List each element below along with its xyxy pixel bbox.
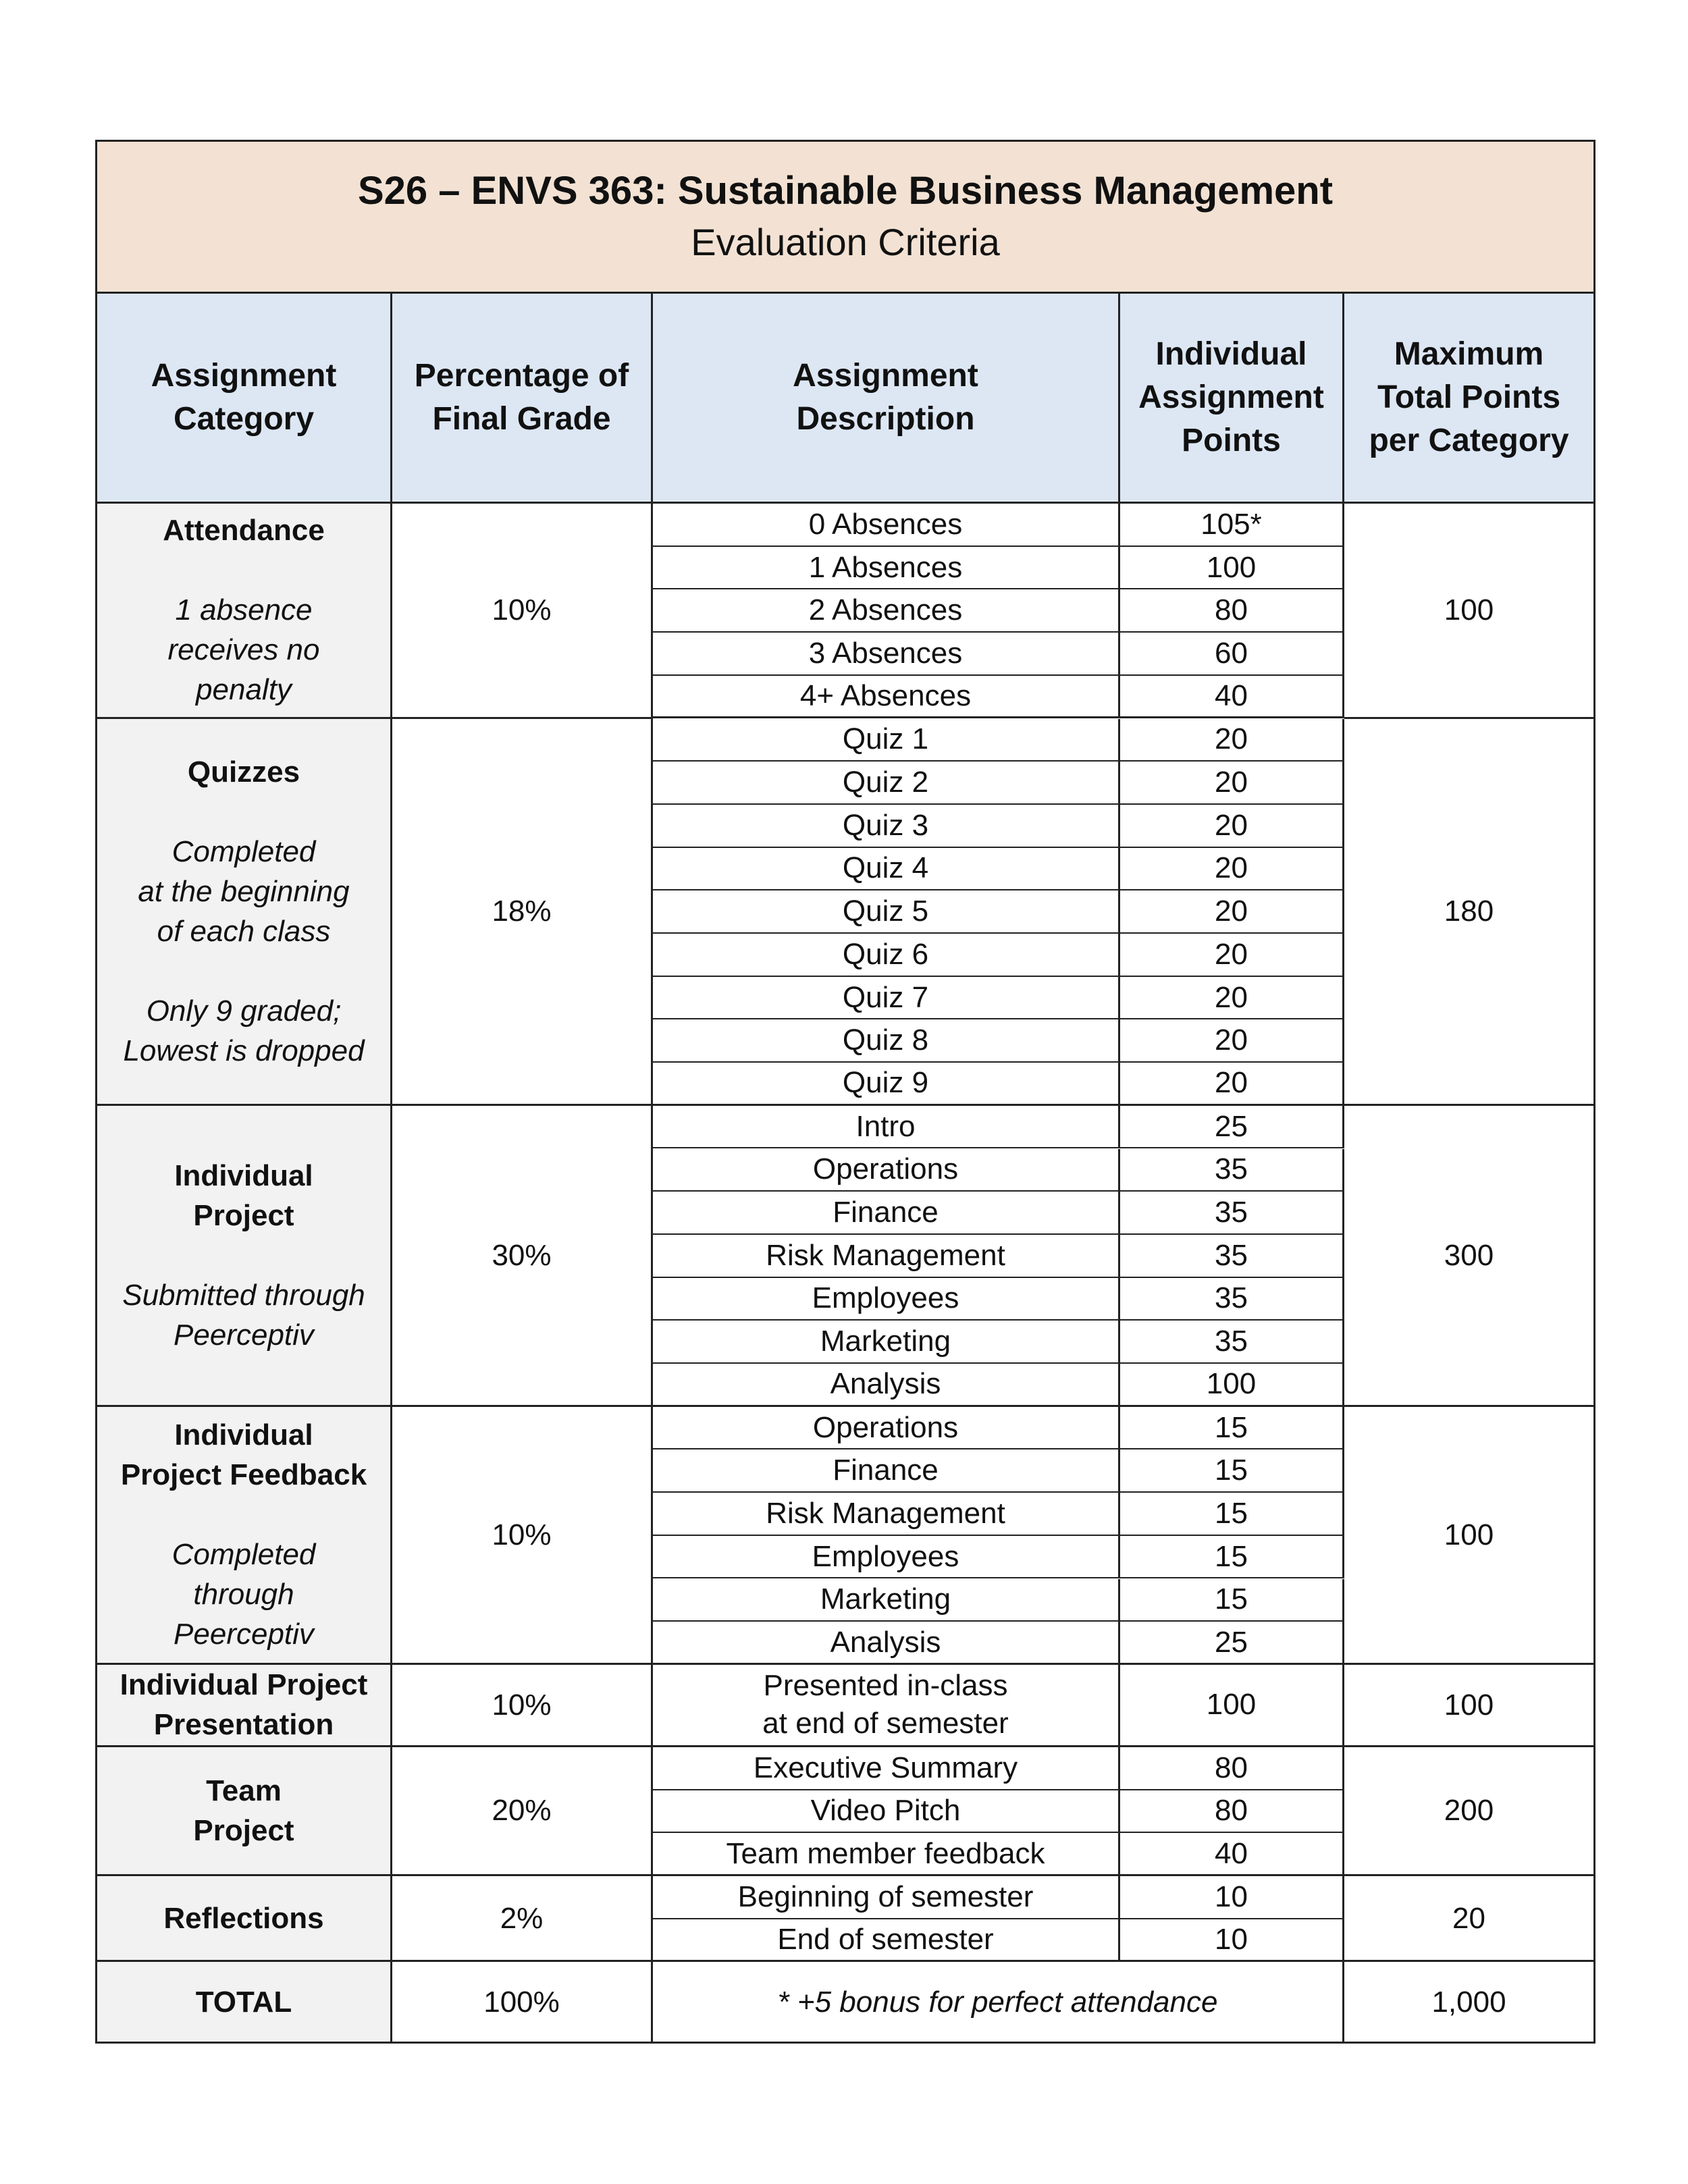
assignment-points: 20 <box>1120 977 1344 1020</box>
category-cell <box>97 1747 392 1876</box>
table-title-banner <box>97 142 1593 294</box>
assignment-points: 25 <box>1120 1622 1344 1665</box>
percentage-cell: 30% <box>392 1106 653 1407</box>
table-grid <box>97 294 1593 2042</box>
category-title: Individual Project <box>120 1668 368 1702</box>
percentage-cell: 18% <box>392 719 653 1106</box>
assignment-points: 105* <box>1120 504 1344 547</box>
percentage-cell: 2% <box>392 1876 653 1962</box>
assignment-points: 15 <box>1120 1407 1344 1450</box>
assignment-description: Executive Summary <box>653 1747 1120 1790</box>
category-note: of each class <box>157 914 331 948</box>
category-title: Project <box>193 1813 294 1847</box>
header-maximum-total-points-line: Total Points <box>1377 379 1561 415</box>
category-note: Completed <box>172 834 316 868</box>
assignment-description: Beginning of semester <box>653 1876 1120 1919</box>
header-individual-assignment-points <box>1120 294 1344 504</box>
assignment-points: 15 <box>1120 1493 1344 1536</box>
header-percentage-of-final-grade <box>392 294 653 504</box>
category-title: Individual <box>174 1158 313 1192</box>
assignment-description: Presented in-class at end of semester <box>653 1665 1120 1747</box>
assignment-points: 20 <box>1120 934 1344 977</box>
percentage-cell: 10% <box>392 1407 653 1665</box>
category-note: Completed <box>172 1538 316 1572</box>
assignment-points: 40 <box>1120 1833 1344 1876</box>
header-individual-assignment-points-line: Assignment <box>1138 379 1324 415</box>
assignment-description: Analysis <box>653 1364 1120 1407</box>
category-note: 1 absence <box>175 593 313 627</box>
assignment-points: 80 <box>1120 1790 1344 1834</box>
category-title: Quizzes <box>187 755 300 789</box>
percentage-cell: 10% <box>392 504 653 719</box>
assignment-points: 80 <box>1120 589 1344 633</box>
assignment-description: Quiz 2 <box>653 762 1120 805</box>
assignment-points: 35 <box>1120 1235 1344 1278</box>
percentage-cell: 20% <box>392 1747 653 1876</box>
assignment-points: 20 <box>1120 1019 1344 1063</box>
assignment-description: Employees <box>653 1278 1120 1321</box>
assignment-description: Quiz 1 <box>653 719 1120 762</box>
header-assignment-category-line: Category <box>173 401 315 437</box>
assignment-points: 15 <box>1120 1536 1344 1579</box>
assignment-points: 10 <box>1120 1876 1344 1919</box>
assignment-points: 25 <box>1120 1106 1344 1149</box>
total-max-points: 1,000 <box>1431 1985 1506 2019</box>
table-subtitle: Evaluation Criteria <box>691 221 1000 263</box>
category-title: Project <box>193 1198 294 1232</box>
assignment-description: Quiz 7 <box>653 977 1120 1020</box>
category-title: Team <box>206 1774 282 1807</box>
percentage-cell: 10% <box>392 1665 653 1747</box>
assignment-description: Operations <box>653 1407 1120 1450</box>
assignment-points: 60 <box>1120 633 1344 676</box>
assignment-description: Quiz 6 <box>653 934 1120 977</box>
category-title: Individual <box>174 1418 313 1452</box>
assignment-description: Operations <box>653 1149 1120 1192</box>
assignment-description: Finance <box>653 1192 1120 1235</box>
header-maximum-total-points <box>1344 294 1593 504</box>
assignment-points: 15 <box>1120 1579 1344 1622</box>
header-maximum-total-points-line: per Category <box>1369 423 1569 458</box>
bonus-note: * +5 bonus for perfect attendance <box>653 1962 1344 2042</box>
assignment-description: Finance <box>653 1449 1120 1493</box>
category-note: penalty <box>196 673 292 707</box>
category-note: Peerceptiv <box>174 1318 314 1352</box>
assignment-points: 100 <box>1120 547 1344 590</box>
header-assignment-category-line: Assignment <box>151 358 337 394</box>
evaluation-table <box>95 140 1595 2044</box>
assignment-points: 35 <box>1120 1321 1344 1364</box>
category-cell <box>97 1106 392 1407</box>
assignment-description: Risk Management <box>653 1235 1120 1278</box>
category-cell <box>97 504 392 719</box>
assignment-description: Employees <box>653 1536 1120 1579</box>
category-cell <box>97 1665 392 1747</box>
assignment-points: 20 <box>1120 719 1344 762</box>
max-total-cell: 100 <box>1344 1407 1593 1665</box>
assignment-description: Quiz 3 <box>653 805 1120 848</box>
assignment-description: Risk Management <box>653 1493 1120 1536</box>
assignment-description: 1 Absences <box>653 547 1120 590</box>
category-note: Lowest is dropped <box>123 1034 365 1067</box>
header-individual-assignment-points-line: Points <box>1182 423 1281 458</box>
category-title: Attendance <box>163 514 325 548</box>
category-note: Peerceptiv <box>174 1618 314 1651</box>
assignment-points: 35 <box>1120 1192 1344 1235</box>
assignment-description: 2 Absences <box>653 589 1120 633</box>
max-total-cell: 100 <box>1344 1665 1593 1747</box>
max-total-cell: 180 <box>1344 719 1593 1106</box>
assignment-description: 0 Absences <box>653 504 1120 547</box>
course-title: S26 – ENVS 363: Sustainable Business Management <box>357 169 1334 213</box>
assignment-points: 20 <box>1120 848 1344 891</box>
category-cell <box>97 1876 392 1962</box>
assignment-points: 80 <box>1120 1747 1344 1790</box>
assignment-description: Quiz 9 <box>653 1063 1120 1106</box>
assignment-description: Quiz 8 <box>653 1019 1120 1063</box>
assignment-description: Marketing <box>653 1321 1120 1364</box>
assignment-points: 35 <box>1120 1149 1344 1192</box>
assignment-description: 4+ Absences <box>653 676 1120 719</box>
category-title: Reflections <box>163 1901 324 1935</box>
category-cell <box>97 1407 392 1665</box>
header-percentage-of-final-grade-line: Final Grade <box>432 401 611 437</box>
category-title: Presentation <box>153 1708 334 1742</box>
category-title: Project Feedback <box>120 1458 367 1492</box>
header-individual-assignment-points-line: Individual <box>1155 336 1307 372</box>
assignment-description: Quiz 5 <box>653 890 1120 934</box>
assignment-points: 20 <box>1120 762 1344 805</box>
total-percentage: 100% <box>392 1962 653 2042</box>
category-note: receives no <box>167 633 320 667</box>
category-note: Only 9 graded; <box>146 994 342 1028</box>
assignment-points: 20 <box>1120 805 1344 848</box>
assignment-points: 100 <box>1120 1665 1344 1747</box>
assignment-description: Video Pitch <box>653 1790 1120 1834</box>
category-note: Submitted through <box>122 1278 365 1312</box>
assignment-points: 40 <box>1120 676 1344 719</box>
header-assignment-category <box>97 294 392 504</box>
max-total-cell: 300 <box>1344 1106 1593 1407</box>
assignment-points: 100 <box>1120 1364 1344 1407</box>
assignment-description: Quiz 4 <box>653 848 1120 891</box>
assignment-description: Team member feedback <box>653 1833 1120 1876</box>
max-total-cell: 20 <box>1344 1876 1593 1962</box>
header-assignment-description-line: Assignment <box>793 358 978 394</box>
total-label: TOTAL <box>97 1962 392 2042</box>
category-note: at the beginning <box>138 874 350 908</box>
max-total-cell: 200 <box>1344 1747 1593 1876</box>
header-maximum-total-points-line: Maximum <box>1394 336 1544 372</box>
assignment-points: 20 <box>1120 1063 1344 1106</box>
header-assignment-description <box>653 294 1120 504</box>
assignment-description: Analysis <box>653 1622 1120 1665</box>
header-percentage-of-final-grade-line: Percentage of <box>414 358 629 394</box>
assignment-points: 35 <box>1120 1278 1344 1321</box>
category-cell <box>97 719 392 1106</box>
category-note: through <box>193 1578 294 1612</box>
assignment-description: End of semester <box>653 1919 1120 1963</box>
assignment-points: 20 <box>1120 890 1344 934</box>
assignment-description: Marketing <box>653 1579 1120 1622</box>
assignment-points: 10 <box>1120 1919 1344 1963</box>
assignment-description: 3 Absences <box>653 633 1120 676</box>
max-total-cell: 100 <box>1344 504 1593 719</box>
assignment-description: Intro <box>653 1106 1120 1149</box>
header-assignment-description-line: Description <box>796 401 975 437</box>
assignment-points: 15 <box>1120 1449 1344 1493</box>
